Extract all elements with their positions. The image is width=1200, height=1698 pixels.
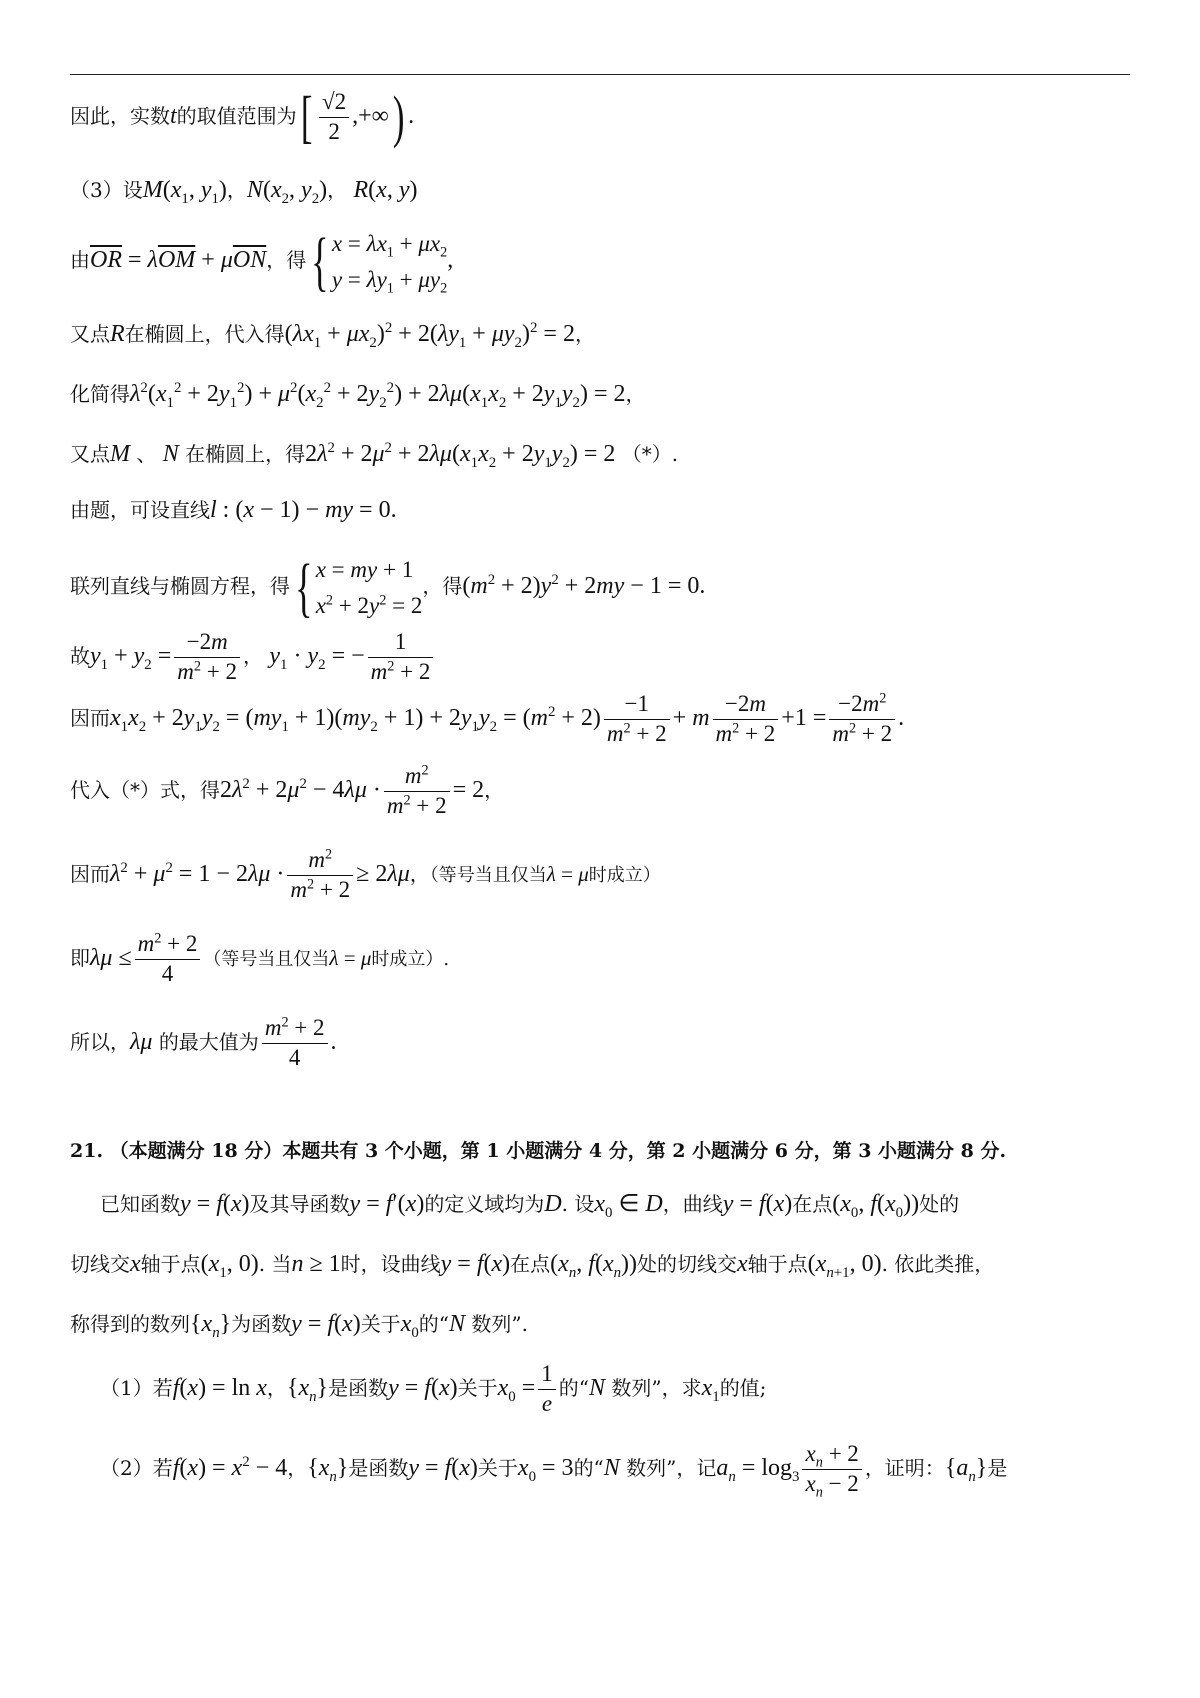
text: 化简得 bbox=[70, 382, 130, 406]
inequality-line: 因而$\lambda^2 + \mu^2 = 1 - 2\lambda\mu$ · $\frac{m^2}{m^2 + 2}$ ≥ 2λμ，（等号当且仅当λ = μ时成立） bbox=[70, 846, 661, 902]
text: 及其导函数 bbox=[249, 1192, 350, 1216]
text: 为函数 bbox=[231, 1312, 292, 1336]
range-conclusion-line: 因此，实数t的取值范围为[ $\frac{√2}{2}$ ,+∞) . bbox=[70, 84, 415, 150]
text: 因而 bbox=[70, 861, 110, 886]
text: 在椭圆上，代入得 bbox=[124, 322, 285, 346]
line-equation-line: 由题，可设直线l : (x − 1) − my = 0. bbox=[70, 497, 397, 523]
text: 称得到的数列 bbox=[70, 1312, 190, 1336]
max-value-line: 所以，λμ 的最大值为 $\frac{m^2 + 2}{4}$ . bbox=[70, 1014, 337, 1070]
text: 在点 bbox=[792, 1192, 833, 1216]
text: 关于 bbox=[477, 1455, 518, 1480]
text: 因此，实数 bbox=[70, 103, 170, 128]
substitute-star-line: 代入（*）式，得$2\lambda^2 + 2\mu^2 - 4\lambda\mu$ · $\frac{m^2}{m^2 + 2}$ = 2， bbox=[70, 762, 505, 818]
vieta-line: 故$y_1 + y_2$ = $\frac{-2m}{m^2 + 2}$ ， $y_1 \cdot y_2$ = − $\frac{1}{m^2 + 2}$ bbox=[70, 628, 1130, 687]
text: （*）. bbox=[621, 442, 679, 466]
text: 所以， bbox=[70, 1029, 130, 1054]
simplify-line: 化简得$\lambda^2(x_1^2 + 2y_1^2) + \mu^2(x_2^2 + 2y_2^2) + 2\lambda\mu(x_1x_2 + 2y_1y_2) = 2$， bbox=[70, 380, 646, 411]
q21-para-line-2: 切线交x轴于点($x_1$, 0). 当n ≥ 1时，设曲线y = f(x)在点($x_n$, $f(x_n)$)处的切线交x轴于点($x_{n+1}$, 0). 依此类推， bbox=[70, 1251, 995, 1281]
text: ，证明： bbox=[864, 1455, 945, 1480]
text: 的“ bbox=[558, 1375, 589, 1400]
text: 已知函数 bbox=[100, 1192, 180, 1216]
text: 由题，可设直线 bbox=[70, 498, 210, 522]
text: （2）若 bbox=[100, 1455, 173, 1480]
text: 是函数 bbox=[328, 1375, 389, 1400]
text: 代入（*）式，得 bbox=[70, 777, 220, 802]
text: 时，设曲线 bbox=[340, 1252, 441, 1276]
text: 即 bbox=[70, 945, 90, 970]
text: 处的 bbox=[919, 1192, 960, 1216]
text: 轴于点 bbox=[140, 1252, 201, 1276]
text: 处的切线交 bbox=[637, 1252, 738, 1276]
text: 时成立）. bbox=[371, 948, 450, 970]
text: （1）若 bbox=[100, 1375, 173, 1400]
text: . 当 bbox=[258, 1252, 292, 1276]
text: 由 bbox=[70, 248, 90, 273]
text: 又点 bbox=[70, 322, 110, 346]
text: 在点 bbox=[510, 1252, 551, 1276]
text: 轴于点 bbox=[747, 1252, 808, 1276]
text: 的最大值为 bbox=[158, 1029, 259, 1054]
text: 数列”，记 bbox=[626, 1455, 717, 1480]
text: 切线交 bbox=[70, 1252, 130, 1276]
text: 的“ bbox=[573, 1455, 604, 1480]
text: . 依此类推， bbox=[881, 1252, 995, 1276]
text: ，得 bbox=[266, 248, 307, 273]
q21-subquestion-2: （2）若$f(x) = x^2 - 4$，$\{x_n\}$是函数y = f(x)关于$x_0 = 3$的“N 数列”，记$a_n = \log_3$ $\frac{x_n + 2}{x_n - 2}$ ，证明：$\{a_n\}$是 bbox=[100, 1441, 1008, 1501]
text: （等号当且仅当 bbox=[429, 864, 547, 886]
text: . 设 bbox=[561, 1192, 595, 1216]
product-line: 因而$x_1x_2 + 2y_1y_2 = (my_1 + 1)(my_2 + 1) + 2y_1y_2 = (m^2 + 2)$ $\frac{-1}{m^2 + 2}$ + m $\frac{-2m}{m^2 + 2}$ +1 = $\frac{-2m^2}{m^2 + 2}$ . bbox=[70, 690, 905, 746]
text: 是函数 bbox=[348, 1455, 409, 1480]
star-equation-line: 又点M 、 N 在椭圆上，得$2\lambda^2 + 2\mu^2 + 2\lambda\mu(x_1x_2 + 2y_1y_2) = 2$ （*）. bbox=[70, 440, 679, 471]
text: 故 bbox=[70, 643, 90, 668]
question-21-header: 21. （本题满分 18 分）本题共有 3 个小题，第 1 小题满分 4 分，第 2 小题满分 6 分，第 3 小题满分 8 分. bbox=[70, 1140, 1007, 1162]
text: （等号当且仅当 bbox=[203, 948, 330, 970]
text: 在椭圆上，得 bbox=[185, 442, 306, 466]
header-rule bbox=[70, 74, 1130, 75]
text: ，得 bbox=[422, 574, 463, 599]
text: 时成立） bbox=[588, 864, 661, 886]
text: 的取值范围为 bbox=[176, 103, 297, 128]
q21-para-line-1: 已知函数y = f(x)及其导函数y = f′(x)的定义域均为D. 设$x_0$ ∈ D，曲线y = f(x)在点($x_0$, $f(x_0)$)处的 bbox=[100, 1191, 960, 1221]
q21-subquestion-1: （1）若f(x) = ln x，$\{x_n\}$是函数y = f(x)关于$x_0$ = $\frac{1}{e}$ 的“N 数列”，求$x_1$的值; bbox=[100, 1361, 767, 1416]
text: 、 bbox=[136, 442, 157, 466]
max-inequality-line: 即λμ ≤ $\frac{m^2 + 2}{4}$ （等号当且仅当λ = μ时成立）. bbox=[70, 930, 450, 986]
text: ， bbox=[287, 1455, 308, 1480]
text: ，曲线 bbox=[662, 1192, 723, 1216]
text: 的定义域均为 bbox=[424, 1192, 545, 1216]
text: 关于 bbox=[360, 1312, 401, 1336]
text: 的“ bbox=[418, 1312, 450, 1336]
text: 数列”，求 bbox=[611, 1375, 702, 1400]
text: 因而 bbox=[70, 705, 110, 730]
ellipse-substitution-line: 又点R在椭圆上，代入得$(\lambda x_1 + \mu x_2)^2 + 2(\lambda y_1 + \mu y_2)^2 = 2$， bbox=[70, 320, 595, 351]
vector-system-line: 由$\overline{OR} = \lambda\overline{OM} + \mu\overline{ON}$，得{ $x = \lambda x_1 + \mu x_2$ $y = \lambda y_1 + \mu y_2$, bbox=[70, 224, 454, 298]
text: 联列直线与椭圆方程，得 bbox=[70, 574, 290, 599]
joint-equation-line: 联列直线与椭圆方程，得{ x = my + 1 $x^2 + 2y^2 = 2$，得$(m^2 + 2)y^2 + 2my - 1 = 0$. bbox=[70, 550, 706, 624]
text: 关于 bbox=[457, 1375, 498, 1400]
q21-para-line-3: 称得到的数列$\{x_n\}$为函数y = f(x)关于$x_0$的“N 数列”. bbox=[70, 1311, 528, 1341]
text: 的值; bbox=[719, 1375, 767, 1400]
text: 又点 bbox=[70, 442, 110, 466]
text: 是 bbox=[987, 1455, 1008, 1480]
text: 数列”. bbox=[471, 1312, 528, 1336]
text: （3）设 bbox=[70, 178, 143, 202]
text: ， bbox=[266, 1375, 287, 1400]
part3-setup-line: （3）设$M(x_1$, $y_1$)，$N(x_2$, $y_2$)， R(x, y) bbox=[70, 177, 418, 207]
